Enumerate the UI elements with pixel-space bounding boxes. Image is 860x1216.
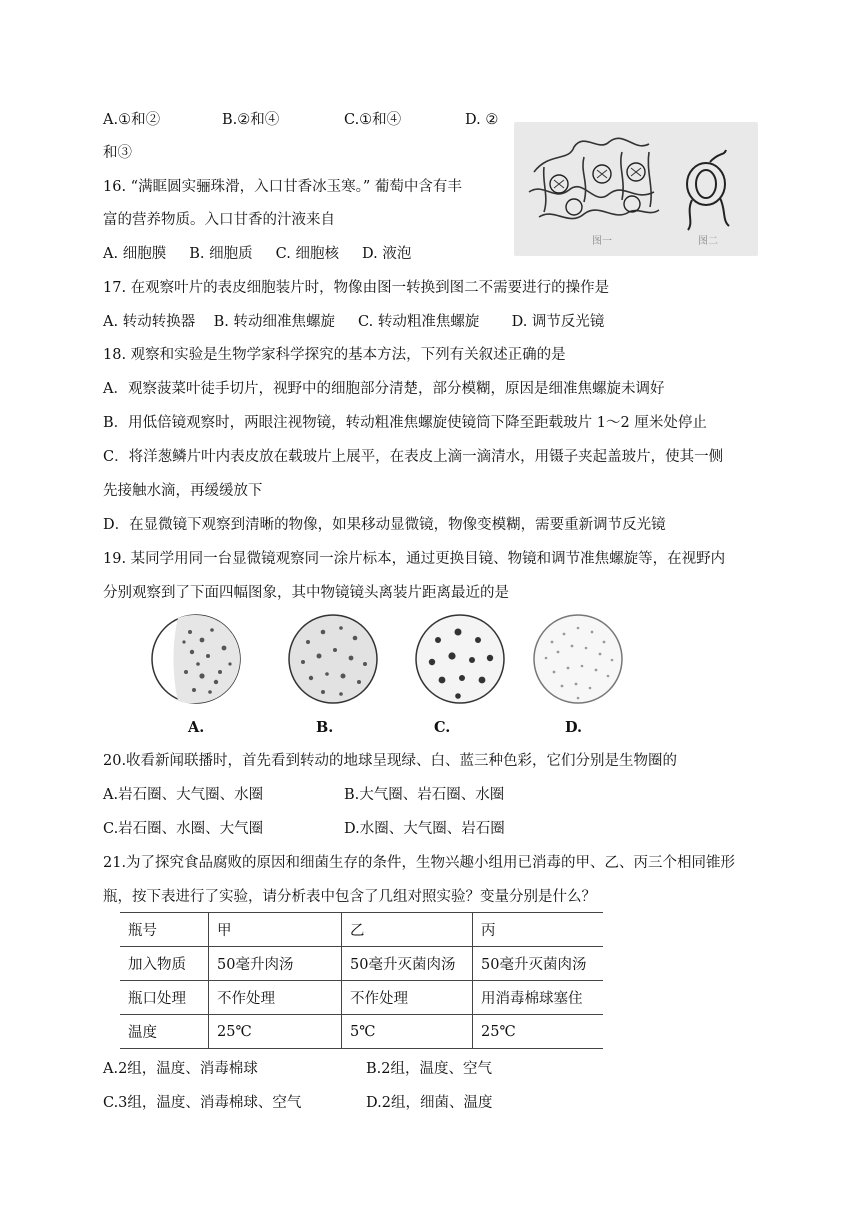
table-cell: 瓶口处理 bbox=[120, 981, 209, 1015]
table-cell: 不作处理 bbox=[342, 981, 473, 1015]
q17-stem: 17. 在观察叶片的表皮细胞装片时，物像由图一转换到图二不需要进行的操作是 bbox=[103, 280, 610, 296]
q15-option-d: D. ② bbox=[465, 112, 499, 128]
q19-stem-line1: 19. 某同学用同一台显微镜观察同一涂片标本，通过更换目镜、物镜和调节准焦螺旋等，在视野内 bbox=[103, 551, 726, 567]
q21-stem-line2: 瓶，按下表进行了实验，请分析表中包含了几组对照实验？变量分别是什么？ bbox=[103, 889, 596, 905]
q18-option-c-line2: 先接触水滴，再缓缓放下 bbox=[103, 483, 263, 499]
field-label-b: B. bbox=[316, 719, 334, 736]
table-row bbox=[120, 913, 603, 947]
q15-option-a: A.①和② bbox=[103, 112, 161, 128]
q20-option-a: A.岩石圈、大气圈、水圈 bbox=[103, 787, 264, 803]
table-cell: 50毫升灭菌肉汤 bbox=[473, 947, 604, 981]
q16-options: A. 细胞膜 B. 细胞质 C. 细胞核 D. 液泡 bbox=[103, 246, 412, 262]
microscope-field-b bbox=[283, 612, 383, 706]
table-row bbox=[120, 1015, 603, 1049]
experiment-table bbox=[120, 912, 603, 1049]
table-row bbox=[120, 947, 603, 981]
microscope-field-d bbox=[528, 612, 628, 706]
table-cell: 不作处理 bbox=[209, 981, 342, 1015]
q21-option-c: C.3组，温度、消毒棉球、空气 bbox=[103, 1095, 302, 1111]
q20-option-d: D.水圈、大气圈、岩石圈 bbox=[344, 821, 505, 837]
q18-option-c-line1: C．将洋葱鳞片叶内表皮放在载玻片上展平，在表皮上滴一滴清水，用镊子夹起盖玻片，使其一侧 bbox=[103, 449, 724, 465]
q18-stem: 18. 观察和实验是生物学家科学探究的基本方法，下列有关叙述正确的是 bbox=[103, 347, 566, 363]
table-cell: 25℃ bbox=[473, 1015, 604, 1049]
q18-option-d: D．在显微镜下观察到清晰的物像，如果移动显微镜，物像变模糊，需要重新调节反光镜 bbox=[103, 517, 666, 533]
epidermal-cells-drawing bbox=[514, 122, 758, 256]
table-cell: 瓶号 bbox=[120, 913, 209, 947]
microscope-field-a bbox=[146, 612, 246, 706]
q20-option-b: B.大气圈、岩石圈、水圈 bbox=[344, 787, 505, 803]
field-label-c: C. bbox=[434, 719, 451, 736]
q21-option-a: A.2组，温度、消毒棉球 bbox=[103, 1061, 258, 1077]
q20-stem: 20.收看新闻联播时，首先看到转动的地球呈现绿、白、蓝三种色彩，它们分别是生物圈的 bbox=[103, 753, 678, 769]
table-cell: 25℃ bbox=[209, 1015, 342, 1049]
table-cell: 甲 bbox=[209, 913, 342, 947]
figure-1-label: 图一 bbox=[592, 236, 612, 247]
table-cell: 50毫升肉汤 bbox=[209, 947, 342, 981]
q21-option-d: D.2组，细菌、温度 bbox=[366, 1095, 493, 1111]
q16-stem-line1: 16. “满眶圆实骊珠滑，入口甘香冰玉寒。” 葡萄中含有丰 bbox=[103, 179, 462, 195]
q16-stem-line2: 富的营养物质。入口甘香的汁液来自 bbox=[103, 212, 335, 228]
q21-option-b: B.2组，温度、空气 bbox=[366, 1061, 492, 1077]
figure-2-label: 图二 bbox=[698, 236, 718, 247]
q21-stem-line1: 21.为了探究食品腐败的原因和细菌生存的条件，生物兴趣小组用已消毒的甲、乙、丙三个相同锥形 bbox=[103, 855, 736, 871]
q17-options: A. 转动转换器 B. 转动细准焦螺旋 C. 转动粗准焦螺旋 D. 调节反光镜 bbox=[103, 314, 605, 330]
q15-option-c: C.①和④ bbox=[344, 112, 402, 128]
q15-option-d-cont: 和③ bbox=[103, 145, 132, 161]
field-label-a: A. bbox=[188, 719, 205, 736]
microscope-field-c bbox=[410, 612, 510, 706]
leaf-cell-figure bbox=[514, 122, 758, 256]
table-cell: 50毫升灭菌肉汤 bbox=[342, 947, 473, 981]
field-label-d: D. bbox=[565, 719, 583, 736]
table-cell: 加入物质 bbox=[120, 947, 209, 981]
q15-option-b: B.②和④ bbox=[222, 112, 280, 128]
table-cell: 5℃ bbox=[342, 1015, 473, 1049]
q18-option-b: B．用低倍镜观察时，两眼注视物镜，转动粗准焦螺旋使镜筒下降至距载玻片 1～2 厘米处停止 bbox=[103, 415, 707, 431]
table-cell: 乙 bbox=[342, 913, 473, 947]
table-cell: 温度 bbox=[120, 1015, 209, 1049]
q20-option-c: C.岩石圈、水圈、大气圈 bbox=[103, 821, 264, 837]
q18-option-a: A．观察菠菜叶徒手切片，视野中的细胞部分清楚，部分模糊，原因是细准焦螺旋未调好 bbox=[103, 381, 665, 397]
table-row bbox=[120, 981, 603, 1015]
table-cell: 丙 bbox=[473, 913, 604, 947]
q19-stem-line2: 分别观察到了下面四幅图象，其中物镜镜头离装片距离最近的是 bbox=[103, 585, 509, 601]
table-cell: 用消毒棉球塞住 bbox=[473, 981, 604, 1015]
